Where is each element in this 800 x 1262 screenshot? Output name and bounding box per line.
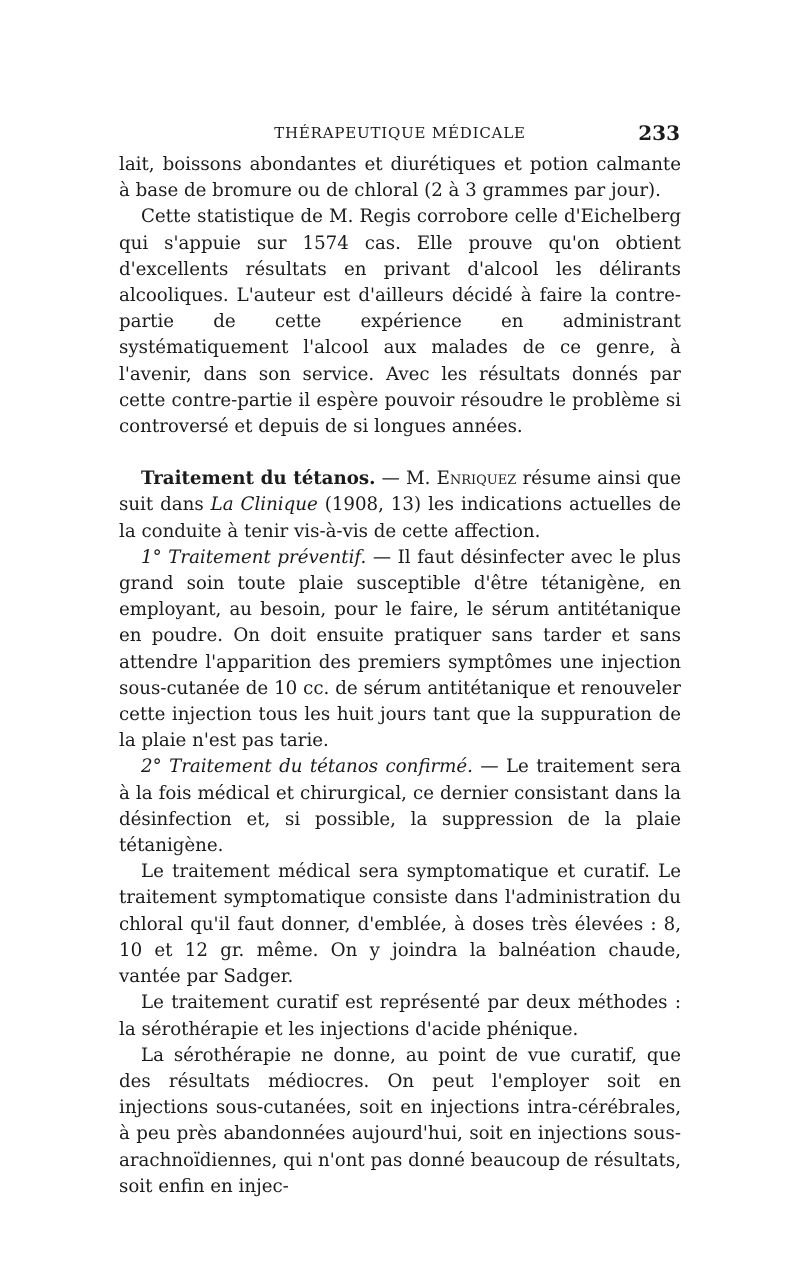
paragraph-8: La sérothérapie ne donne, au point de vue curatif, que des résultats médiocres. On peut l'employer soit en injections sous-cutanées, soit en injections intra-cérébrales, à peu près abandonnées aujourd'hui, soit en injections sous-arachnoïdiennes, qui n'ont pas donné beaucoup de résultats, soit enfin en injec- — [119, 1044, 681, 1197]
running-title: THÉRAPEUTIQUE MÉDICALE — [274, 124, 526, 142]
section-heading: Traitement du tétanos. — [141, 468, 376, 490]
paragraph-4-text: — Il faut désinfecter avec le plus grand soin toute plaie susceptible d'être tétanigène, en employant, au besoin, pour le faire, le sérum antitétanique en poudre. On doit ensuite pratiquer sans tarder et sans attendre l'apparition des premiers symptômes une injection sous-cutanée de 10 cc. de sérum antitétanique et renouveler cette injection tous les huit jours tant que la suppuration de la plaie n'est pas tarie. — [119, 546, 681, 752]
page-number: 233 — [638, 121, 680, 145]
page-header — [120, 121, 680, 146]
paragraph-3-text-a: résume ainsi que suit dans — [119, 468, 681, 516]
paragraph-3-text-b: (1908, 13) les indications actuelles de la conduite à tenir vis-à-vis de cette affection. — [119, 494, 681, 542]
paragraph-1: lait, boissons abondantes et diurétiques et potion calmante à base de bromure ou de chloral (2 à 3 grammes par jour). — [119, 154, 681, 202]
subsection-label-confirme: 2° Traitement du tétanos confirmé. — [141, 756, 473, 778]
paragraph-3 — [119, 466, 681, 545]
paragraph-2: Cette statistique de M. Regis corrobore celle d'Eichelberg qui s'appuie sur 1574 cas. Elle prouve qu'on obtient d'excellents résultats en privant d'alcool les délirants alcooliques. L'auteur est d'ailleurs décidé à faire la contre-partie de cette expérience en administrant systématiquement l'alcool aux malades de ce genre, à l'avenir, dans son service. Avec les résultats donnés par cette contre-partie il espère pouvoir résoudre le problème si controversé et depuis de si longues années. — [119, 206, 681, 438]
body-text — [119, 152, 681, 1200]
heading-dash: — M. — [375, 468, 437, 490]
paragraph-5 — [119, 754, 681, 859]
paragraph-5-text: — Le traitement sera à la fois médical et chirurgical, ce dernier consistant dans la désinfection et, si possible, la suppression de la plaie tétanigène. — [119, 756, 681, 857]
paragraph-4 — [119, 545, 681, 755]
subsection-label-preventif: 1° Traitement préventif. — [141, 546, 367, 568]
paragraph-6: Le traitement médical sera symptomatique et curatif. Le traitement symptomatique consiste dans l'administration du chloral qu'il faut donner, d'emblée, à doses très élevées : 8, 10 et 12 gr. même. On y joindra la balnéation chaude, vantée par Sadger. — [119, 861, 681, 988]
author-name: Enriquez — [436, 468, 517, 490]
journal-title: La Clinique — [210, 494, 318, 516]
paragraph-7: Le traitement curatif est représenté par deux méthodes : la sérothérapie et les injections d'acide phénique. — [119, 992, 681, 1040]
